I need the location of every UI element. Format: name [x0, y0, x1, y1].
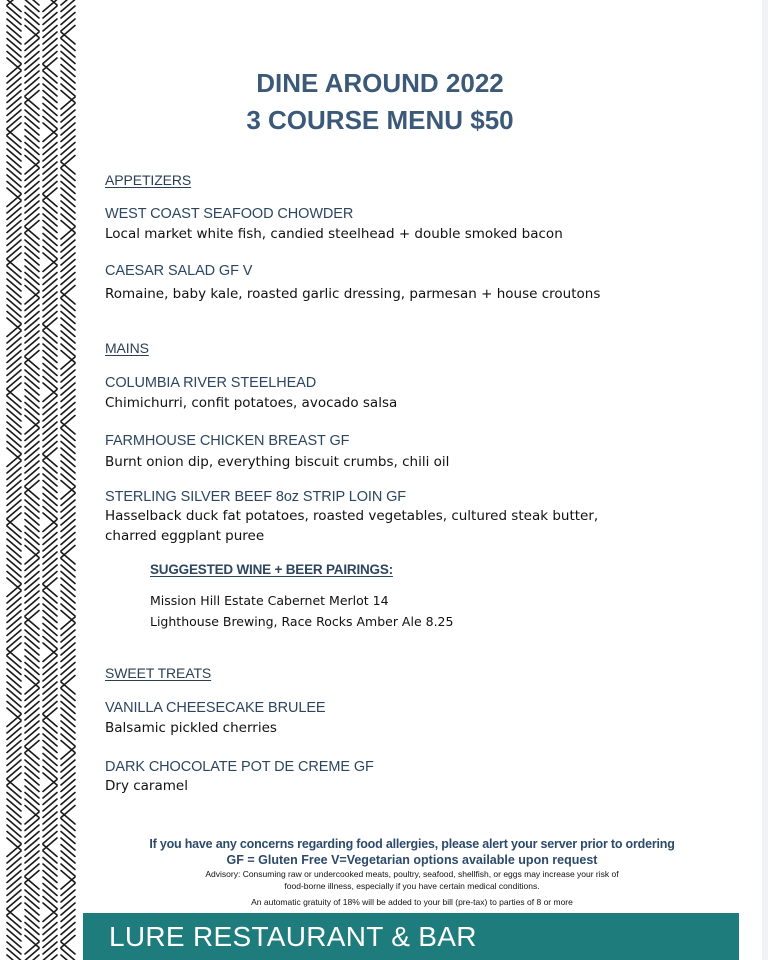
dish-description: Hasselback duck fat potatoes, roasted vegetables, cultured steak butter, — [105, 508, 599, 524]
pairing-item: Mission Hill Estate Cabernet Merlot 14 — [150, 593, 389, 608]
dish-description: Chimichurri, confit potatoes, avocado salsa — [105, 395, 398, 411]
dish-name: WEST COAST SEAFOOD CHOWDER — [105, 206, 354, 222]
dish-description: Local market white fish, candied steelhead + double smoked bacon — [105, 226, 563, 242]
dish-name: DARK CHOCOLATE POT DE CREME GF — [105, 759, 374, 775]
dish-name: COLUMBIA RIVER STEELHEAD — [105, 375, 317, 391]
section-heading-mains: MAINS — [105, 340, 149, 356]
dish-name: VANILLA CHEESECAKE BRULEE — [105, 700, 326, 716]
section-heading-sweet-treats: SWEET TREATS — [105, 665, 212, 681]
dish-name: STERLING SILVER BEEF 8oz STRIP LOIN GF — [105, 489, 407, 505]
section-heading-appetizers: APPETIZERS — [105, 172, 192, 188]
dish-description-continued: charred eggplant puree — [105, 528, 265, 544]
allergy-notice: If you have any concerns regarding food allergies, please alert your server prior to ordering — [149, 837, 675, 851]
dish-name: CAESAR SALAD GF V — [105, 263, 253, 279]
zigzag-pattern-strokes — [7, 0, 75, 960]
menu-subtitle: 3 COURSE MENU $50 — [246, 105, 514, 135]
dish-description: Dry caramel — [105, 778, 188, 794]
dietary-legend: GF = Gluten Free V=Vegetarian options available upon request — [226, 853, 598, 867]
pairing-item: Lighthouse Brewing, Race Rocks Amber Ale 8.25 — [150, 614, 454, 629]
dish-description: Romaine, baby kale, roasted garlic dressing, parmesan + house croutons — [105, 286, 601, 302]
pairings-heading: SUGGESTED WINE + BEER PAIRINGS: — [150, 562, 393, 577]
advisory-line-2: food-borne illness, especially if you have certain medical conditions. — [284, 881, 540, 891]
dish-name: FARMHOUSE CHICKEN BREAST GF — [105, 433, 350, 449]
footer-banner — [83, 913, 739, 960]
advisory-text — [84, 868, 740, 892]
dish-description: Burnt onion dip, everything biscuit crumbs, chili oil — [105, 454, 450, 470]
page-edge — [762, 0, 768, 960]
restaurant-name: LURE RESTAURANT & BAR — [109, 921, 477, 952]
decorative-border-pattern — [0, 0, 84, 960]
dish-description: Balsamic pickled cherries — [105, 720, 277, 736]
advisory-line-1: Advisory: Consuming raw or undercooked meats, poultry, seafood, shellfish, or eggs may increase your risk of — [205, 869, 619, 879]
gratuity-notice: An automatic gratuity of 18% will be added to your bill (pre-tax) to parties of 8 or more — [251, 897, 573, 907]
menu-title: DINE AROUND 2022 — [256, 68, 504, 98]
